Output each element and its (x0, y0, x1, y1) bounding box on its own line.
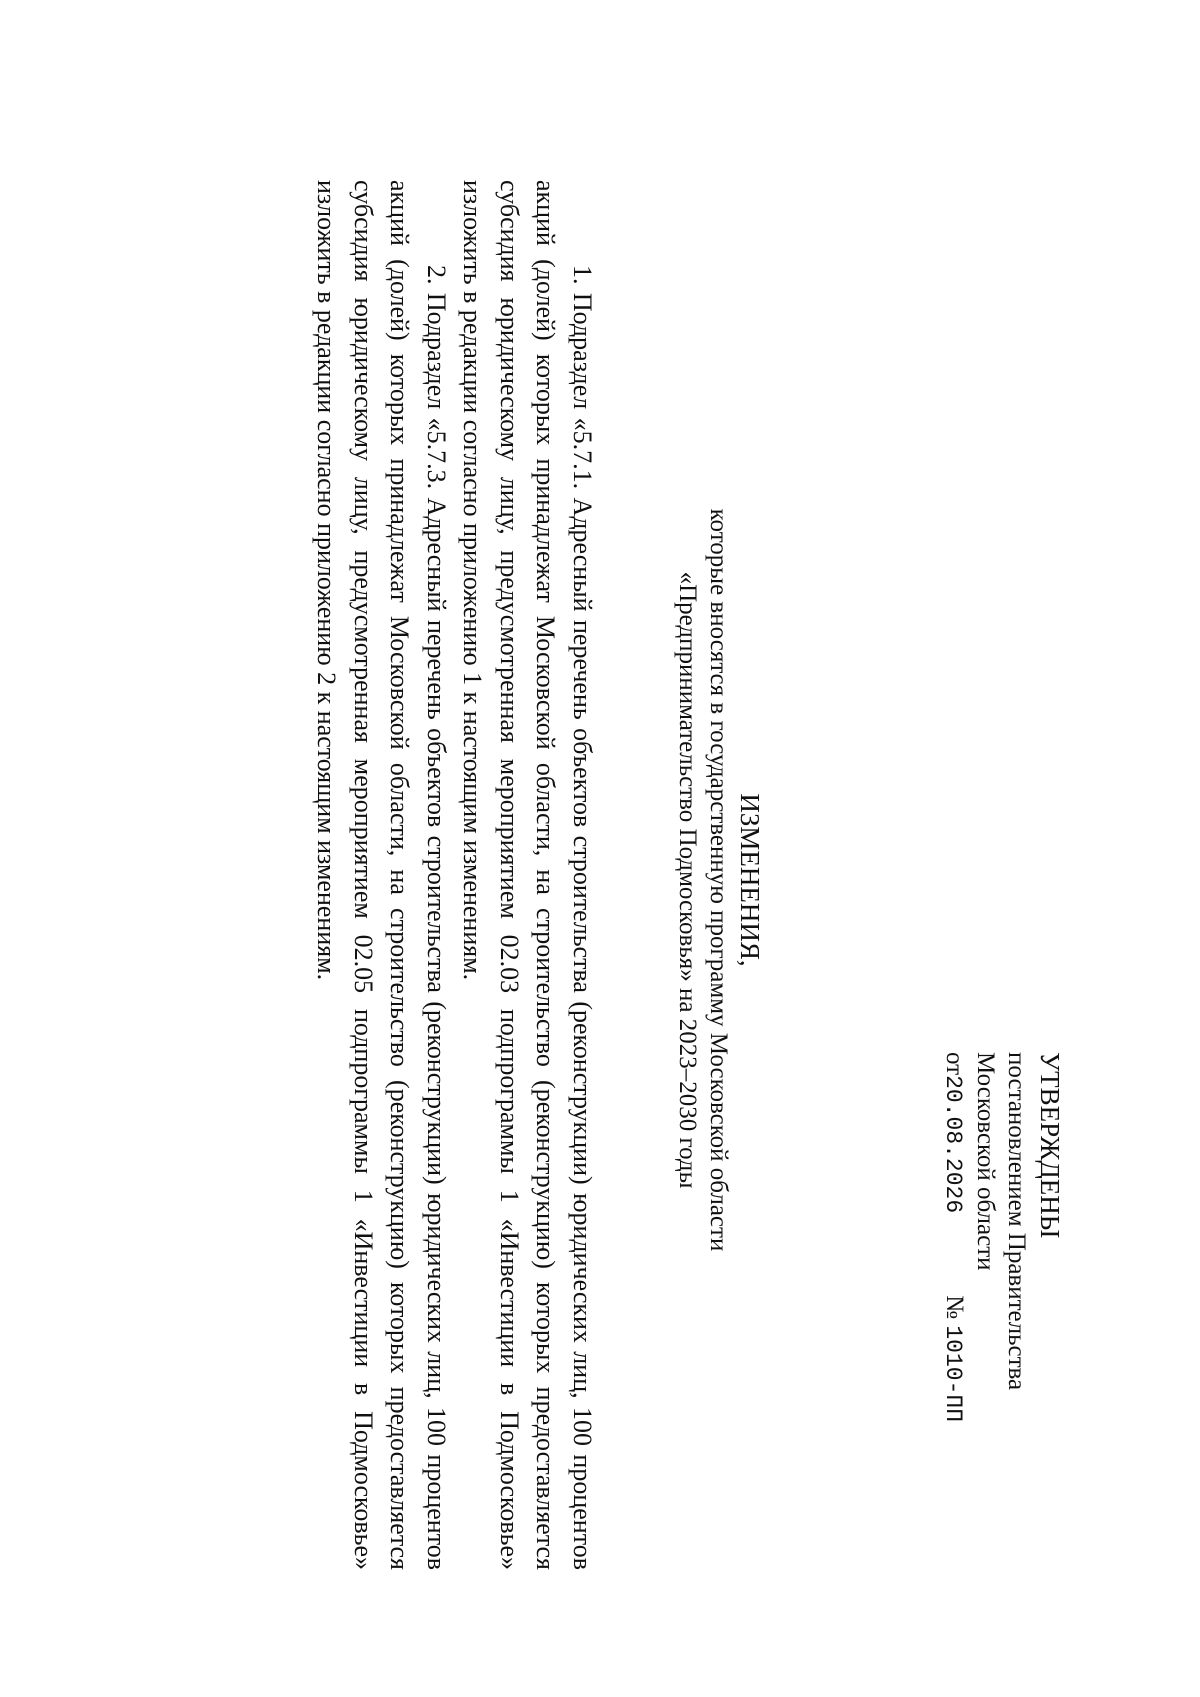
title-line-2: «Предпринимательство Подмосковья» на 2023–2030 годы (674, 571, 701, 1189)
title-line-1: которые вносятся в государственную программу Московской области (705, 508, 732, 1252)
paragraph-1: 1. Подраздел «5.7.1. Адресный перечень объектов строительства (реконструкции) юридических лиц, 100 процентов акций (долей) которых принадлежат Московской области, на строительство (реконструкцию) которых предоставляется субсидия юридическому лицу, предусмотренная мероприятием 02.03 подпрограммы 1 «Инвестиции в Подмосковье» изложить в редакции согласно приложению 1 к настоящим изменениям. (458, 180, 597, 1570)
title-heading: ИЗМЕНЕНИЯ, (735, 793, 765, 967)
approval-date-row (937, 1052, 970, 1422)
paragraph-2: 2. Подраздел «5.7.3. Адресный перечень объектов строительства (реконструкции) юридических лиц, 100 процентов акций (долей) которых принадлежат Московской области, на строительство (реконструкцию) которых предоставляется субсидия юридическому лицу, предусмотренная мероприятием 02.05 подпрограммы 1 «Инвестиции в Подмосковье» изложить в редакции согласно приложению 2 к настоящим изменениям. (312, 180, 451, 1570)
date-prefix: от (941, 1052, 968, 1076)
number-prefix: № (941, 1295, 968, 1320)
approval-number (937, 1295, 970, 1422)
approval-line-1: постановлением Правительства (1003, 1052, 1030, 1391)
approval-heading: УТВЕРЖДЕНЫ (1035, 1052, 1065, 1239)
approval-stamp (937, 1052, 1065, 1432)
approval-line-2: Московской области (972, 1052, 999, 1271)
approval-date (937, 1052, 970, 1213)
number-value: 1010-ПП (940, 1325, 966, 1422)
document-body (308, 180, 600, 1570)
document-title (672, 280, 765, 1480)
date-value: 20.08.2026 (940, 1075, 966, 1214)
